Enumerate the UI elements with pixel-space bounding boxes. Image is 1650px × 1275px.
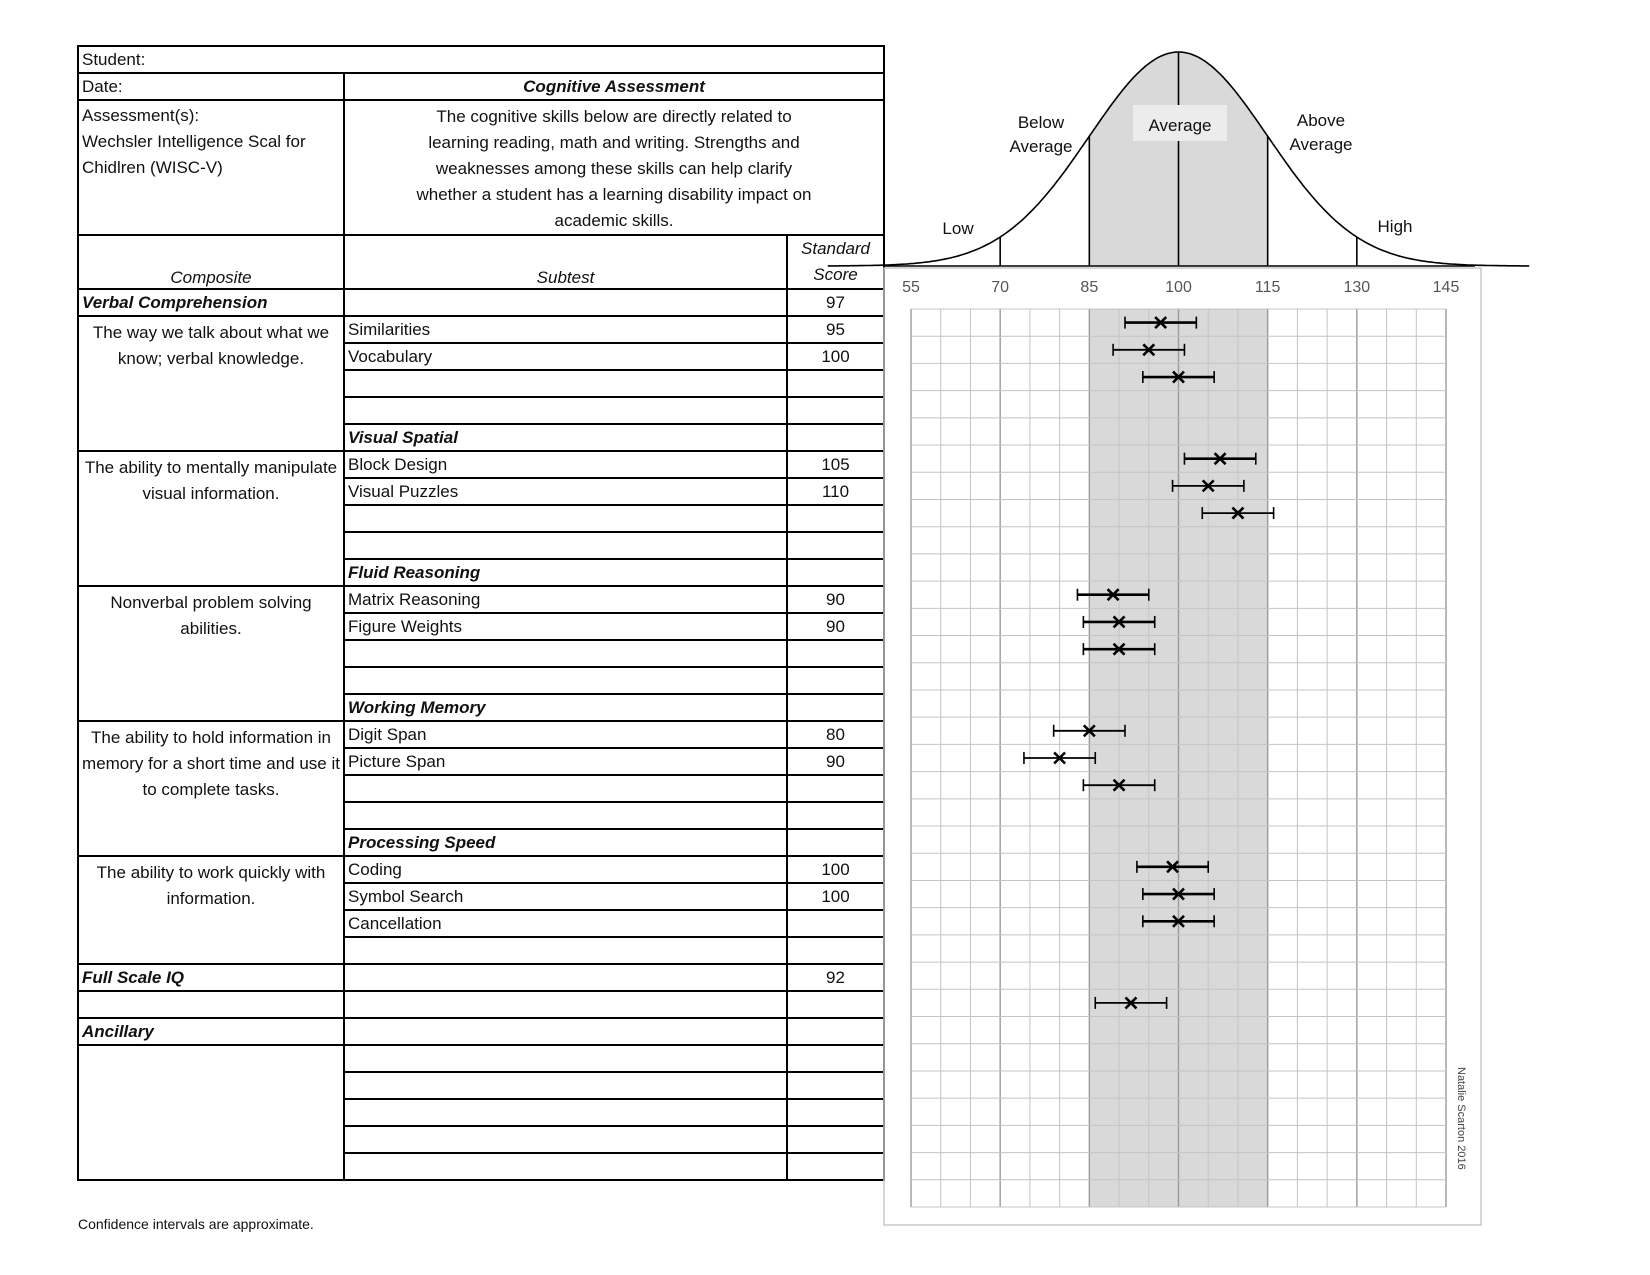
composite-description: The ability to work quickly with information. [78,856,344,964]
subtest-name[interactable]: Cancellation [344,910,787,937]
score-header-line2: Score [813,265,858,284]
composite-header: Composite [78,235,344,289]
label-low: Low [942,219,974,238]
footnote: Confidence intervals are approximate. [78,1216,314,1232]
subtest-name[interactable]: Figure Weights [344,613,787,640]
subtest-name[interactable]: Block Design [344,451,787,478]
label-high: High [1377,217,1413,236]
subtest-name[interactable]: Picture Span [344,748,787,775]
assessment-label: Assessment(s): [82,106,200,125]
date-field[interactable]: Date: [78,73,344,100]
label-below-average: Below [1017,113,1065,132]
subtest-name[interactable]: Digit Span [344,721,787,748]
x-tick-label: 85 [1080,279,1099,296]
x-tick-label: 115 [1254,279,1281,296]
x-tick-label: 130 [1343,279,1371,296]
label-average: Average [1148,116,1212,135]
student-field[interactable]: Student: [78,46,884,73]
subtest-score[interactable]: 90 [787,748,884,775]
fsiq-score: 92 [787,964,884,991]
subtest-name[interactable]: Similarities [344,316,787,343]
page-title: Cognitive Assessment [344,73,884,100]
x-tick-label: 55 [902,279,920,296]
watermark-text: Natalie Scarton 2016 [1455,1067,1467,1170]
x-tick-label: 100 [1165,279,1192,296]
x-tick-label: 145 [1432,279,1460,296]
label-below-average: Average [1009,137,1073,156]
subtest-score[interactable]: 90 [787,586,884,613]
subtest-name[interactable]: Matrix Reasoning [344,586,787,613]
subtest-name[interactable]: Coding [344,856,787,883]
composite-description: The way we talk about what we know; verbal knowledge. [78,316,344,451]
subtest-score[interactable]: 100 [787,856,884,883]
composite-name: Verbal Comprehension [78,289,344,316]
subtest-name[interactable]: Visual Puzzles [344,478,787,505]
subtest-score[interactable]: 100 [787,343,884,370]
composite-description: The ability to hold information in memory for a short time and use it to complete tasks. [78,721,344,856]
subtest-score[interactable]: 80 [787,721,884,748]
composite-description: Nonverbal problem solving abilities. [78,586,344,721]
composite-score: 97 [787,289,884,316]
bell-curve [828,52,1529,266]
subtest-score[interactable]: 100 [787,883,884,910]
composite-description: The ability to mentally manipulate visual information. [78,451,344,586]
score-header-line1: Standard [801,239,871,258]
label-above-average: Above [1296,111,1346,130]
composite-name: Visual Spatial [344,424,787,451]
subtest-score[interactable]: 110 [787,478,884,505]
ancillary-label: Ancillary [78,1018,344,1045]
subtest-name[interactable]: Symbol Search [344,883,787,910]
assessment-name: Wechsler Intelligence Scal for Chidlren (WISC-V) [82,132,306,177]
chart-grid [884,268,1481,1225]
intro-text: The cognitive skills below are directly related to learning reading, math and writing. Strengths and weaknesses among these skills can help clarify whether a student has a learning disability impact on academic skills. [344,100,884,235]
subtest-header: Subtest [344,235,787,289]
subtest-name[interactable]: Vocabulary [344,343,787,370]
fsiq-label: Full Scale IQ [78,964,344,991]
subtest-score[interactable]: 95 [787,316,884,343]
composite-name: Working Memory [344,694,787,721]
composite-name: Processing Speed [344,829,787,856]
subtest-score[interactable]: 105 [787,451,884,478]
subtest-score[interactable]: 90 [787,613,884,640]
composite-name: Fluid Reasoning [344,559,787,586]
label-above-average: Average [1289,135,1353,154]
x-tick-label: 70 [991,279,1010,296]
